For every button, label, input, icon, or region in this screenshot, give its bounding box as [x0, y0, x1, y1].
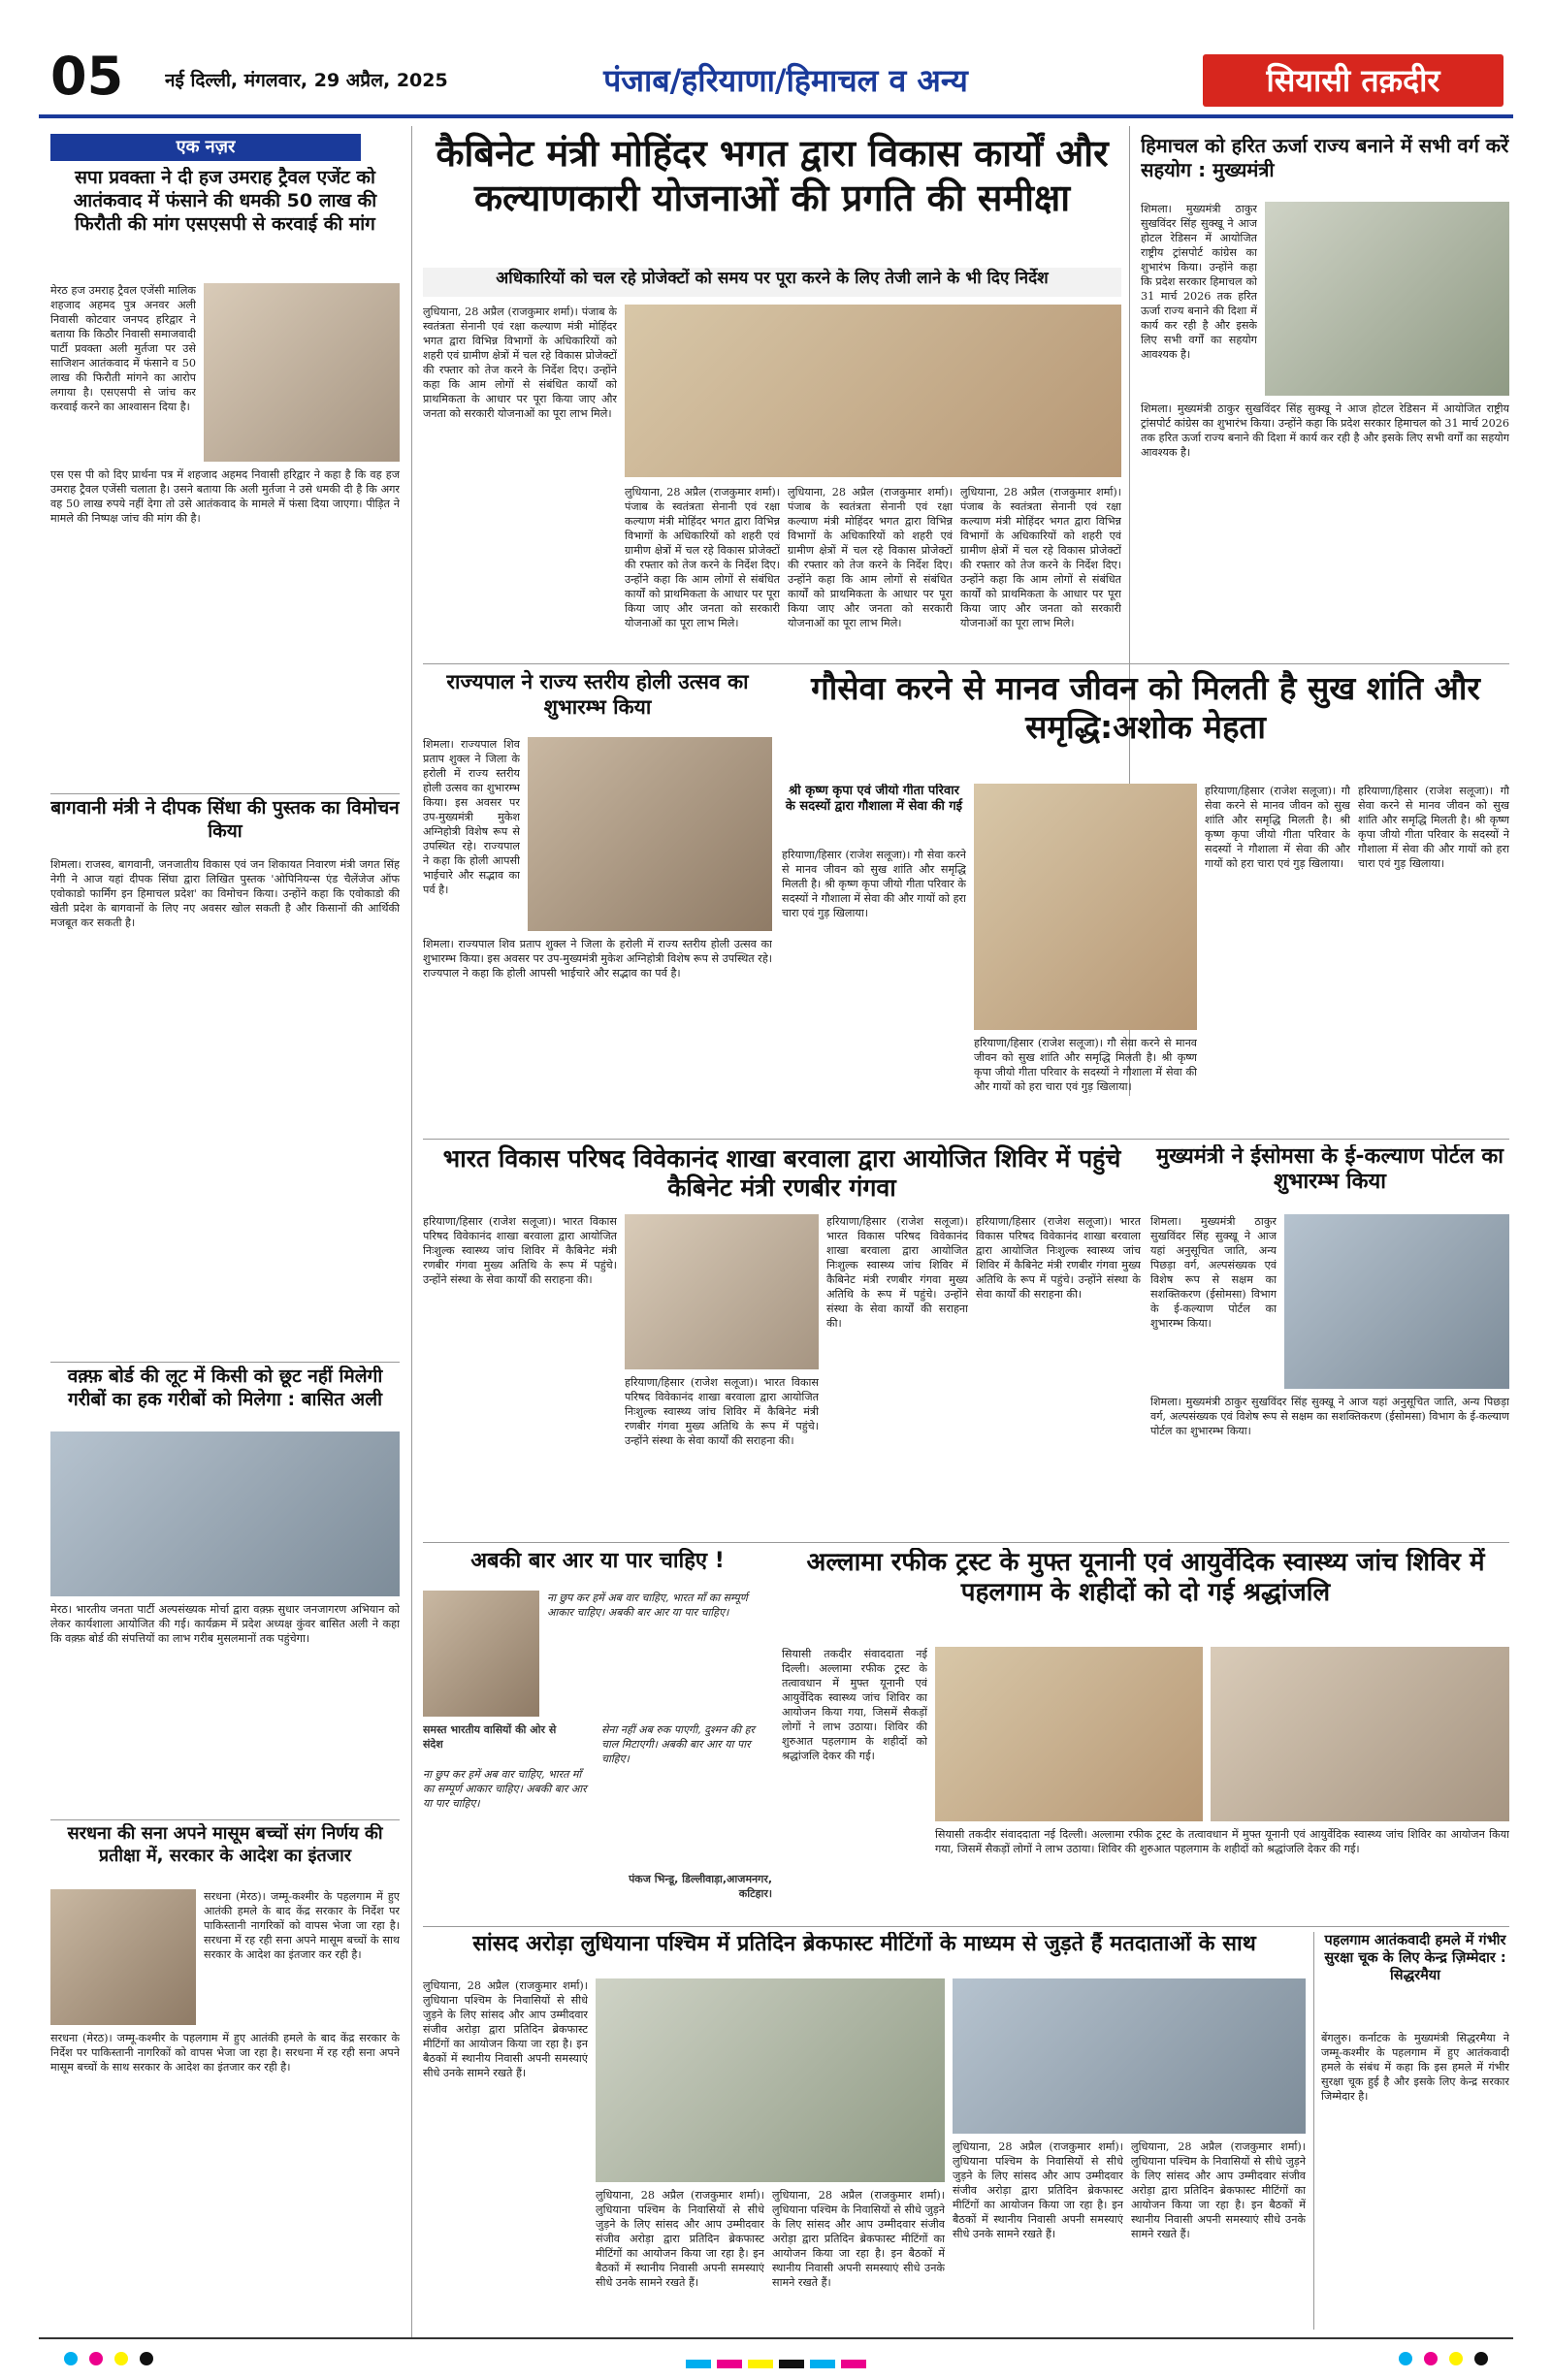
story1-photo	[204, 283, 400, 462]
poem-lines-col1: ना छुप कर हमें अब वार चाहिए, भारत माँ का सम्पूर्ण आकार चाहिए। अबकी बार आर या पार चाहिए।	[423, 1768, 587, 1810]
gauseva-body-col1: हरियाणा/हिसार (राजेश सलूजा)। गौ सेवा करने से मानव जीवन को सुख शांति और समृद्धि मिलती है। श्री कृष्ण कृपा जीयो गीता परिवार के सदस्यों ने गौशाला में सेवा की और गायों को हरा चारा एवं गुड़ खिलाया।	[782, 849, 966, 919]
esomsa-body: शिमला। मुख्यमंत्री ठाकुर सुखविंदर सिंह सुक्खू ने आज यहां अनुसूचित जाति, अन्य पिछड़ा वर्ग, अल्पसंख्यक एवं विशेष रूप से सक्षम का सशक्तिकरण (ईसोमसा) विभाग के ई-कल्याण पोर्टल का शुभारम्भ किया।	[1150, 1396, 1509, 1437]
arora-photo-2	[953, 1978, 1306, 2134]
bvp-body-col3: हरियाणा/हिसार (राजेश सलूजा)। भारत विकास परिषद विवेकानंद शाखा बरवाला द्वारा आयोजित निःशुल्क स्वास्थ्य जांच शिविर में कैबिनेट मंत्री रणबीर गंगवा मुख्य अतिथि के रूप में पहुंचे। उन्होंने संस्था के सेवा कार्यों की सराहना की।	[826, 1215, 968, 1330]
divider	[50, 793, 400, 794]
story1-lead: मेरठ हज उमराह ट्रैवल एजेंसी मालिक शहजाद अहमद पुत्र अनवर अली निवासी कोटवार जनपद हरिद्वार ने बताया कि किठौर निवासी समाजवादी पार्टी प्रवक्ता अली मुर्तजा पर उसे साजिशन आतंकवाद में फंसाने व 50 लाख की फिरौती मांगने का आरोप लगाया है। एसएसपी से जांच कर करवाई करने का आश्वासन दिया है।	[50, 284, 196, 413]
edition-date: नई दिल्ली, मंगलवार, 29 अप्रैल, 2025	[165, 70, 448, 91]
holi-lead: शिमला। राज्यपाल शिव प्रताप शुक्ल ने जिला के हरोली में राज्य स्तरीय होली उत्सव का शुभारम्भ किया। इस अवसर पर उप-मुख्यमंत्री मुकेश अग्निहोत्री विशेष रूप से उपस्थित रहे। राज्यपाल ने कहा कि होली आपसी भाईचारे और सद्भाव का पर्व है।	[423, 738, 520, 896]
story4-body: सरधना (मेरठ)। जम्मू-कश्मीर के पहलगाम में हुए आतंकी हमले के बाद केंद्र सरकार के निर्देश पर पाकिस्तानी नागरिकों को वापस भेजा जा रहा है। सरधना में रह रही सना अपने मासूम बच्चों के साथ सरकार के आदेश का इंतजार कर रही है।	[50, 2032, 400, 2074]
arora-body-col1: लुधियाना, 28 अप्रैल (राजकुमार शर्मा)। लुधियाना पश्चिम के निवासियों से सीधे जुड़ने के लिए सांसद और आप उम्मीदवार संजीव अरोड़ा द्वारा प्रतिदिन ब्रेकफास्ट मीटिंगों का आयोजन किया जा रहा है। इन बैठकों में स्थानीय निवासी अपनी समस्याएं सीधे उनके सामने रखते हैं।	[423, 1979, 588, 2079]
story4-lead: सरधना (मेरठ)। जम्मू-कश्मीर के पहलगाम में हुए आतंकी हमले के बाद केंद्र सरकार के निर्देश पर पाकिस्तानी नागरिकों को वापस भेजा जा रहा है। सरधना में रह रही सना अपने मासूम बच्चों के साथ सरकार के आदेश का इंतजार कर रही है।	[204, 1890, 400, 1961]
allama-photo-1	[935, 1647, 1203, 1821]
story3-headline: वक़्फ़ बोर्ड की लूट में किसी को छूट नहीं मिलेगी गरीबों का हक गरीबों को मिलेगा : बासित अली	[67, 1366, 383, 1410]
bvp-headline: भारत विकास परिषद विवेकानंद शाखा बरवाला द्वारा आयोजित शिविर में पहुंचे कैबिनेट मंत्री रणबीर गंगवा	[442, 1144, 1121, 1202]
arora-body-col3: लुधियाना, 28 अप्रैल (राजकुमार शर्मा)। लुधियाना पश्चिम के निवासियों से सीधे जुड़ने के लिए सांसद और आप उम्मीदवार संजीव अरोड़ा द्वारा प्रतिदिन ब्रेकफास्ट मीटिंगों का आयोजन किया जा रहा है। इन बैठकों में स्थानीय निवासी अपनी समस्याएं सीधे उनके सामने रखते हैं।	[772, 2189, 945, 2289]
story1-headline: सपा प्रवक्ता ने दी हज उमराह ट्रैवल एजेंट को आतंकवाद में फंसाने की धमकी 50 लाख की फिरौती की मांग एसएसपी से करवाई की मांग	[73, 167, 377, 235]
footer-rule	[39, 2337, 1513, 2339]
holi-headline: राज्यपाल ने राज्य स्तरीय होली उत्सव का शुभारम्भ किया	[446, 670, 749, 720]
column-divider	[411, 126, 412, 2337]
registration-marks	[58, 2351, 349, 2370]
himachal-lead: शिमला। मुख्यमंत्री ठाकुर सुखविंदर सिंह सुक्खू ने आज होटल रेडिसन में आयोजित राष्ट्रीय ट्रांसपोर्ट कांग्रेस का शुभारंभ किया। उन्होंने कहा कि प्रदेश सरकार हिमाचल को 31 मार्च 2026 तक हरित ऊर्जा राज्य बनाने की दिशा में कार्य कर रही है और इसके लिए सभी वर्गों का सहयोग आवश्यक है।	[1141, 203, 1257, 361]
siddaramaiah-body: बेंगलुरु। कर्नाटक के मुख्यमंत्री सिद्धरमैया ने जम्मू-कश्मीर के पहलगाम में हुए आतंकवादी हमले के संबंध में कहा कि इस हमले में गंभीर सुरक्षा चूक हुई है और इसके लिए केन्द्र सरकार जिम्मेदार है।	[1321, 2032, 1509, 2103]
lead-body-col3: लुधियाना, 28 अप्रैल (राजकुमार शर्मा)। पंजाब के स्वतंत्रता सेनानी एवं रक्षा कल्याण मंत्री मोहिंदर भगत द्वारा विभिन्न विभागों के अधिकारियों को शहरी एवं ग्रामीण क्षेत्रों में चल रहे विकास प्रोजेक्टों की रफ्तार को तेज करने के निर्देश दिए। उन्होंने कहा कि आम लोगों से संबंधित कार्यों को प्राथमिकता के आधार पर पूरा किया जाए और जनता को सरकारी योजनाओं का पूरा लाभ मिले।	[788, 486, 953, 629]
himachal-photo	[1265, 202, 1509, 396]
divider	[423, 663, 1509, 664]
esomsa-headline: मुख्यमंत्री ने ईसोमसा के ई-कल्याण पोर्टल का शुभारम्भ किया	[1156, 1144, 1504, 1195]
lead-headline: कैबिनेट मंत्री मोहिंदर भगत द्वारा विकास कार्यों और कल्याणकारी योजनाओं की प्रगति की समीक्षा	[436, 132, 1109, 219]
poem-lines-right: सेना नहीं अब रुक पाएगी, दुश्मन की हर चाल मिटाएगी। अबकी बार आर या पार चाहिए।	[601, 1723, 755, 1765]
gauseva-headline: गौसेवा करने से मानव जीवन को मिलती है सुख शांति और समृद्धि:अशोक मेहता	[811, 669, 1480, 746]
allama-body-col1: सियासी तकदीर संवाददाता नई दिल्ली। अल्लामा रफीक ट्रस्ट के तत्वावधान में मुफ्त यूनानी एवं आयुर्वेदिक स्वास्थ्य जांच शिविर का आयोजन किया गया, जिसमें सैकड़ों लोगों ने लाभ उठाया। शिविर की शुरुआत पहलगाम के शहीदों को श्रद्धांजलि देकर की गई।	[782, 1648, 927, 1762]
ek-nazar-label: एक नज़र	[50, 134, 361, 161]
gauseva-body-col4: हरियाणा/हिसार (राजेश सलूजा)। गौ सेवा करने से मानव जीवन को सुख शांति और समृद्धि मिलती है। श्री कृष्ण कृपा जीयो गीता परिवार के सदस्यों ने गौशाला में सेवा की और गायों को हरा चारा एवं गुड़ खिलाया।	[1358, 785, 1509, 870]
arora-headline: सांसद अरोड़ा लुधियाना पश्चिम में प्रतिदिन ब्रेकफास्ट मीटिंगों के माध्यम से जुड़ते हैं मतदाताओं के साथ	[472, 1932, 1256, 1956]
allama-body-col2: सियासी तकदीर संवाददाता नई दिल्ली। अल्लामा रफीक ट्रस्ट के तत्वावधान में मुफ्त यूनानी एवं आयुर्वेदिक स्वास्थ्य जांच शिविर का आयोजन किया गया, जिसमें सैकड़ों लोगों ने लाभ उठाया। शिविर की शुरुआत पहलगाम के शहीदों को श्रद्धांजलि देकर की गई।	[935, 1828, 1509, 1855]
bvp-body-col1: हरियाणा/हिसार (राजेश सलूजा)। भारत विकास परिषद विवेकानंद शाखा बरवाला द्वारा आयोजित निःशुल्क स्वास्थ्य जांच शिविर में कैबिनेट मंत्री रणबीर गंगवा मुख्य अतिथि के रूप में पहुंचे। उन्होंने संस्था के सेवा कार्यों की सराहना की।	[423, 1215, 617, 1286]
himachal-body: शिमला। मुख्यमंत्री ठाकुर सुखविंदर सिंह सुक्खू ने आज होटल रेडिसन में आयोजित राष्ट्रीय ट्रांसपोर्ट कांग्रेस का शुभारंभ किया। उन्होंने कहा कि प्रदेश सरकार हिमाचल को 31 मार्च 2026 तक हरित ऊर्जा राज्य बनाने की दिशा में कार्य कर रही है और इसके लिए सभी वर्गों का सहयोग आवश्यक है।	[1141, 402, 1509, 459]
divider	[50, 1362, 400, 1363]
story3-photo	[50, 1431, 400, 1596]
divider	[423, 1542, 1509, 1543]
column-divider	[1313, 1932, 1314, 2330]
esomsa-lead: शिमला। मुख्यमंत्री ठाकुर सुखविंदर सिंह सुक्खू ने आज यहां अनुसूचित जाति, अन्य पिछड़ा वर्ग, अल्पसंख्यक एवं विशेष रूप से सक्षम का सशक्तिकरण (ईसोमसा) विभाग के ई-कल्याण पोर्टल का शुभारम्भ किया।	[1150, 1215, 1277, 1330]
divider	[423, 1139, 1509, 1140]
bvp-body-col2: हरियाणा/हिसार (राजेश सलूजा)। भारत विकास परिषद विवेकानंद शाखा बरवाला द्वारा आयोजित निःशुल्क स्वास्थ्य जांच शिविर में कैबिनेट मंत्री रणबीर गंगवा मुख्य अतिथि के रूप में पहुंचे। उन्होंने संस्था के सेवा कार्यों की सराहना की।	[625, 1376, 819, 1447]
poem-headline: अबकी बार आर या पार चाहिए !	[470, 1549, 725, 1573]
lead-photo	[625, 305, 1121, 477]
divider	[423, 1926, 1509, 1927]
registration-marks	[1203, 2351, 1494, 2370]
arora-body-col4: लुधियाना, 28 अप्रैल (राजकुमार शर्मा)। लुधियाना पश्चिम के निवासियों से सीधे जुड़ने के लिए सांसद और आप उम्मीदवार संजीव अरोड़ा द्वारा प्रतिदिन ब्रेकफास्ट मीटिंगों का आयोजन किया जा रहा है। इन बैठकों में स्थानीय निवासी अपनी समस्याएं सीधे उनके सामने रखते हैं।	[953, 2140, 1123, 2240]
page-number: 05	[50, 47, 124, 107]
section-title: पंजाब/हरियाणा/हिमाचल व अन्य	[603, 62, 968, 99]
gauseva-body-col3: हरियाणा/हिसार (राजेश सलूजा)। गौ सेवा करने से मानव जीवन को सुख शांति और समृद्धि मिलती है। श्री कृष्ण कृपा जीयो गीता परिवार के सदस्यों ने गौशाला में सेवा की और गायों को हरा चारा एवं गुड़ खिलाया।	[1205, 785, 1350, 870]
lead-body-col4: लुधियाना, 28 अप्रैल (राजकुमार शर्मा)। पंजाब के स्वतंत्रता सेनानी एवं रक्षा कल्याण मंत्री मोहिंदर भगत द्वारा विभिन्न विभागों के अधिकारियों को शहरी एवं ग्रामीण क्षेत्रों में चल रहे विकास प्रोजेक्टों की रफ्तार को तेज करने के निर्देश दिए। उन्होंने कहा कि आम लोगों से संबंधित कार्यों को प्राथमिकता के आधार पर पूरा किया जाए और जनता को सरकारी योजनाओं का पूरा लाभ मिले।	[960, 486, 1121, 629]
gauseva-photo	[974, 784, 1197, 1030]
color-bars	[621, 2355, 931, 2368]
story1-body: एस एस पी को दिए प्रार्थना पत्र में शहजाद अहमद निवासी हरिद्वार ने कहा है कि वह हज उमराह ट्रैवल एजेंसी चलाता है। उसने बताया कि अली मुर्तजा ने उसे धमकी दी है कि अगर वह 50 लाख रुपये नहीं देगा तो उसे आतंकवाद के मामले में फंसा दिया जाएगा। पीड़ित ने मामले की निष्पक्ष जांच की मांग की है।	[50, 468, 400, 525]
story4-photo	[50, 1889, 196, 2025]
masthead	[0, 0, 1552, 114]
arora-body-col2: लुधियाना, 28 अप्रैल (राजकुमार शर्मा)। लुधियाना पश्चिम के निवासियों से सीधे जुड़ने के लिए सांसद और आप उम्मीदवार संजीव अरोड़ा द्वारा प्रतिदिन ब्रेकफास्ट मीटिंगों का आयोजन किया जा रहा है। इन बैठकों में स्थानीय निवासी अपनी समस्याएं सीधे उनके सामने रखते हैं।	[596, 2189, 764, 2289]
newspaper-brand: सियासी तक़दीर	[1203, 54, 1504, 107]
gauseva-body-col2: हरियाणा/हिसार (राजेश सलूजा)। गौ सेवा करने से मानव जीवन को सुख शांति और समृद्धि मिलती है। श्री कृष्ण कृपा जीयो गीता परिवार के सदस्यों ने गौशाला में सेवा की और गायों को हरा चारा एवं गुड़ खिलाया।	[974, 1037, 1197, 1093]
allama-photo-2	[1211, 1647, 1509, 1821]
poem-byline: पंकज भिन्डू, डिल्लीवाड़ा,आजमनगर, कटिहार।	[629, 1873, 772, 1900]
gauseva-caption: श्री कृष्ण कृपा एवं जीयो गीता परिवार के सदस्यों द्वारा गौशाला में सेवा की गई	[785, 784, 963, 815]
arora-photo-1	[596, 1978, 945, 2182]
lead-subhead: अधिकारियों को चल रहे प्रोजेक्टों को समय पर पूरा करने के लिए तेजी लाने के भी दिए निर्देश	[423, 268, 1121, 297]
story2-headline: बागवानी मंत्री ने दीपक सिंधा की पुस्तक का विमोचन किया	[50, 797, 400, 842]
himachal-headline: हिमाचल को हरित ऊर्जा राज्य बनाने में सभी वर्ग करें सहयोग : मुख्यमंत्री	[1141, 134, 1509, 181]
lead-body-col2: लुधियाना, 28 अप्रैल (राजकुमार शर्मा)। पंजाब के स्वतंत्रता सेनानी एवं रक्षा कल्याण मंत्री मोहिंदर भगत द्वारा विभिन्न विभागों के अधिकारियों को शहरी एवं ग्रामीण क्षेत्रों में चल रहे विकास प्रोजेक्टों की रफ्तार को तेज करने के निर्देश दिए। उन्होंने कहा कि आम लोगों से संबंधित कार्यों को प्राथमिकता के आधार पर पूरा किया जाए और जनता को सरकारी योजनाओं का पूरा लाभ मिले।	[625, 486, 780, 629]
divider	[50, 1819, 400, 1820]
holi-photo	[528, 737, 772, 931]
poet-photo	[423, 1591, 539, 1717]
masthead-rule	[39, 114, 1513, 118]
allama-headline: अल्लामा रफीक ट्रस्ट के मुफ्त यूनानी एवं आयुर्वेदिक स्वास्थ्य जांच शिविर में पहलगाम के शहीदों को दो गई श्रद्धांजलि	[806, 1548, 1485, 1608]
esomsa-photo	[1284, 1214, 1509, 1389]
bvp-body-col4: हरियाणा/हिसार (राजेश सलूजा)। भारत विकास परिषद विवेकानंद शाखा बरवाला द्वारा आयोजित निःशुल्क स्वास्थ्य जांच शिविर में कैबिनेट मंत्री रणबीर गंगवा मुख्य अतिथि के रूप में पहुंचे। उन्होंने संस्था के सेवा कार्यों की सराहना की।	[976, 1215, 1141, 1301]
holi-body: शिमला। राज्यपाल शिव प्रताप शुक्ल ने जिला के हरोली में राज्य स्तरीय होली उत्सव का शुभारम्भ किया। इस अवसर पर उप-मुख्यमंत्री मुकेश अग्निहोत्री विशेष रूप से उपस्थित रहे। राज्यपाल ने कहा कि होली आपसी भाईचारे और सद्भाव का पर्व है।	[423, 938, 772, 980]
lead-body-col1: लुधियाना, 28 अप्रैल (राजकुमार शर्मा)। पंजाब के स्वतंत्रता सेनानी एवं रक्षा कल्याण मंत्री मोहिंदर भगत द्वारा विभिन्न विभागों के अधिकारियों को शहरी एवं ग्रामीण क्षेत्रों में चल रहे विकास प्रोजेक्टों की रफ्तार को तेज करने के निर्देश दिए। उन्होंने कहा कि आम लोगों से संबंधित कार्यों को प्राथमिकता के आधार पर पूरा किया जाए और जनता को सरकारी योजनाओं का पूरा लाभ मिले।	[423, 306, 617, 420]
poem-lines-left: ना छुप कर हमें अब वार चाहिए, भारत माँ का सम्पूर्ण आकार चाहिए। अबकी बार आर या पार चाहिए।	[547, 1592, 748, 1619]
story4-headline: सरधना की सना अपने मासूम बच्चों संग निर्णय की प्रतीक्षा में, सरकार के आदेश का इंतजार	[67, 1823, 383, 1866]
poem-caption: समस्त भारतीय वासियों की ओर से संदेश	[423, 1723, 557, 1751]
bvp-photo	[625, 1214, 819, 1369]
story2-body: शिमला। राजस्व, बागवानी, जनजातीय विकास एवं जन शिकायत निवारण मंत्री जगत सिंह नेगी ने आज यहां दीपक सिंघा द्वारा लिखित पुस्तक 'ओपिनियन्स एंड चैलेंजेज ऑफ एवोकाडो फार्मिंग इन हिमाचल प्रदेश' का विमोचन किया। उन्होंने कहा कि एवोकाडो की खेती प्रदेश के बागवानों के लिए नए अवसर खोल सकती है और किसानों की आर्थिकी मजबूत कर सकती है।	[50, 858, 400, 929]
arora-body-col5: लुधियाना, 28 अप्रैल (राजकुमार शर्मा)। लुधियाना पश्चिम के निवासियों से सीधे जुड़ने के लिए सांसद और आप उम्मीदवार संजीव अरोड़ा द्वारा प्रतिदिन ब्रेकफास्ट मीटिंगों का आयोजन किया जा रहा है। इन बैठकों में स्थानीय निवासी अपनी समस्याएं सीधे उनके सामने रखते हैं।	[1131, 2140, 1306, 2240]
story3-body: मेरठ। भारतीय जनता पार्टी अल्पसंख्यक मोर्चा द्वारा वक़्फ़ सुधार जनजागरण अभियान को लेकर कार्यशाला आयोजित की गई। कार्यक्रम में प्रदेश अध्यक्ष कुंवर बासित अली ने कहा कि वक़्फ़ बोर्ड की संपत्तियों का लाभ गरीब मुसलमानों तक पहुंचेगा।	[50, 1603, 400, 1645]
siddaramaiah-headline: पहलगाम आतंकवादी हमले में गंभीर सुरक्षा चूक के लिए केन्द्र ज़िम्मेदार : सिद्धरमैया	[1324, 1933, 1506, 1984]
